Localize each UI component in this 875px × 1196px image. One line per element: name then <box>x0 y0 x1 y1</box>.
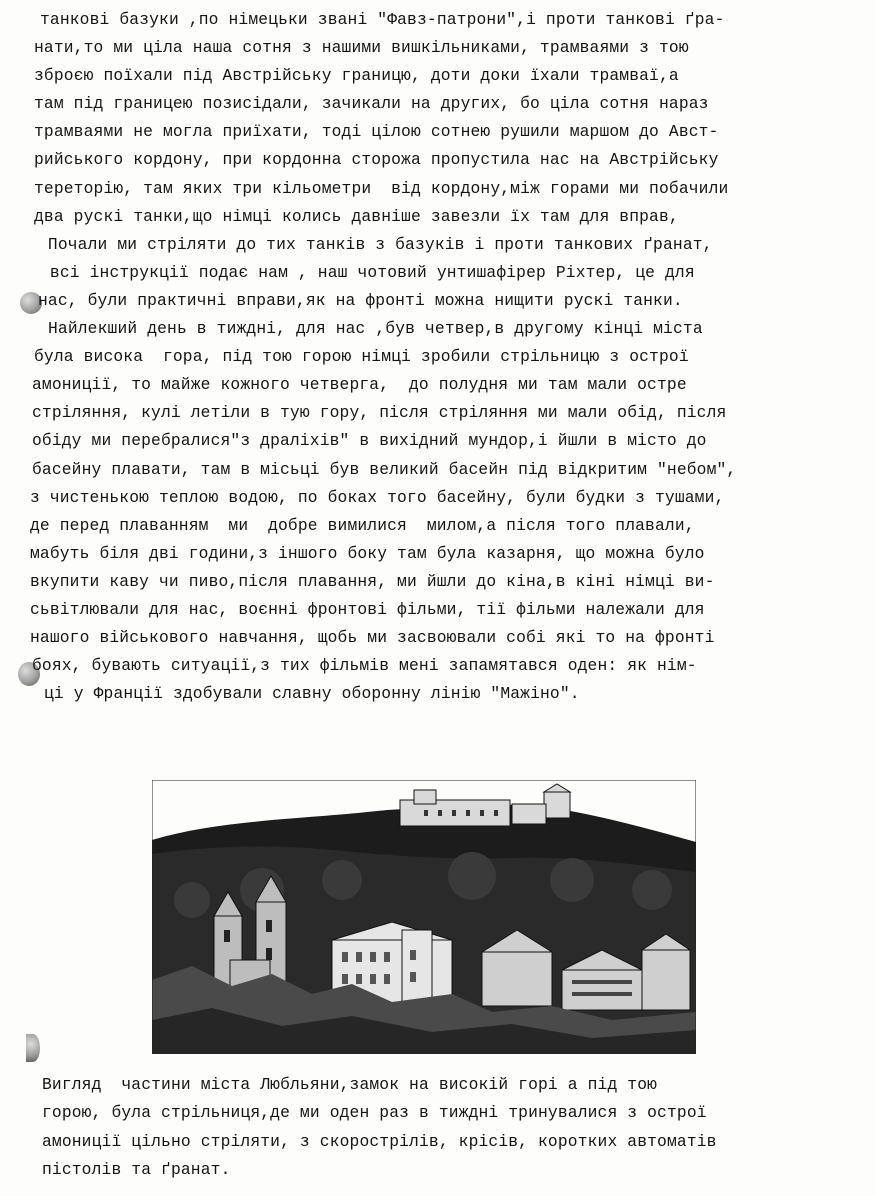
text-line: була висока гора, під тою горою німці зробили стрільницю з острої <box>34 347 689 367</box>
text-line: де перед плаванням ми добре вимилися милом,а після того плавали, <box>30 515 695 535</box>
caption-line: амониції цільно стріляти, з скорострілів, крісів, коротких автоматів <box>42 1131 717 1151</box>
text-line: ці у Франції здобували славну оборонну лінію "Мажіно". <box>44 684 580 704</box>
text-line: там під границею позисідали, зачикали на других, бо ціла сотня нараз <box>34 94 709 114</box>
text-line: зброєю поїхали під Австрійську границю, доти доки їхали трамваї,а <box>34 66 679 86</box>
text-line: танкові базуки ,по німецьки звані "Фавз-патрони",і проти танкові ґра- <box>40 10 725 29</box>
text-line: сьвітлювали для нас, воєнні фронтові фільми, тії фільми належали для <box>30 599 705 619</box>
text-line: з чистенькою теплою водою, по боках того басейну, були будки з тушами, <box>30 487 725 507</box>
text-line: Найлекший день в тиждні, для нас ,був четвер,в другому кінці міста <box>48 319 703 339</box>
text-line: амониції, то майже кожного четверга, до полудня ми там мали остре <box>32 375 687 395</box>
caption-line: Вигляд частини міста Любльяни,замок на високій горі а під тою <box>42 1075 658 1094</box>
photo-illustration <box>152 780 696 1054</box>
text-line: рийського кордону, при кордонна сторожа пропустила нас на Австрійську <box>34 150 719 170</box>
text-line: всі інструкції подає нам , наш чотовий унтишафірер Ріхтер, це для <box>40 262 695 282</box>
text-line: стріляння, кулі летіли в тую гору, після стріляння ми мали обід, після <box>32 403 727 423</box>
text-line: нас, були практичні вправи,як на фронті можна нищити рускі танки. <box>38 290 683 310</box>
photo-caption <box>42 1071 842 1185</box>
text-line: обіду ми перебралися"з драліхів" в вихідний мундор,і йшли в місто до <box>32 431 707 451</box>
text-line: вкупити каву чи пиво,після плавання, ми йшли до кіна,в кіні німці ви- <box>30 571 715 591</box>
text-line: трамваями не могла приїхати, тоді цілою сотнею рушили маршом до Авст- <box>34 122 719 142</box>
text-line: нашого військового навчання, щобь ми засвоювали собі які то на фронті <box>30 628 715 648</box>
caption-line: горою, була стрільниця,де ми оден раз в тиждні тринувалися з острої <box>42 1103 707 1123</box>
punch-hole-bottom <box>26 1034 40 1062</box>
text-line: боях, бувають ситуації,з тих фільмів мені запамятався оден: як нім- <box>32 656 697 676</box>
text-line: басейну плавати, там в місьці був великий басейн під відкритим "небом", <box>32 459 737 479</box>
text-line: два рускі танки,що німці колись давніше завезли їх там для вправ, <box>34 206 679 226</box>
caption-line: пістолів та ґранат. <box>42 1160 231 1180</box>
text-line: мабуть біля дві години,з іншого боку там була казарня, що можна було <box>30 543 705 563</box>
text-line: Почали ми стріляти до тих танків з базуків і проти танкових ґранат, <box>38 234 713 254</box>
body-text <box>22 6 857 708</box>
text-line: терeторію, там яких три кільометри від кордону,між горами ми побачили <box>34 178 729 198</box>
ljubljana-photo <box>152 780 696 1054</box>
text-line: нати,то ми ціла наша сотня з нашими вишкільниками, трамваями з тою <box>34 38 689 58</box>
